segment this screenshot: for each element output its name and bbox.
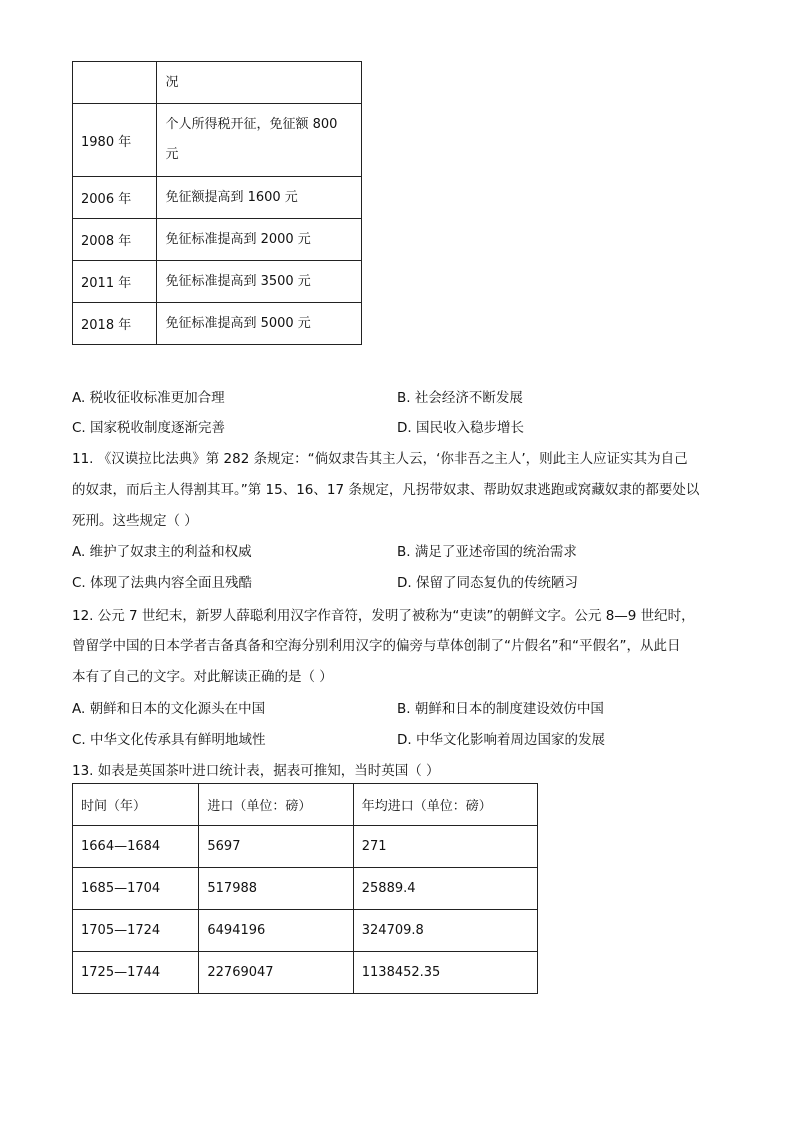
table-cell: 2006 年 xyxy=(73,177,157,219)
table-row xyxy=(73,910,538,952)
table-cell: 271 xyxy=(353,826,537,868)
table-cell: 况 xyxy=(157,62,362,104)
q12-option-d: D. 中华文化影响着周边国家的发展 xyxy=(397,732,605,748)
q11-option-b: B. 满足了亚述帝国的统治需求 xyxy=(397,544,577,560)
q10-option-b: B. 社会经济不断发展 xyxy=(397,390,523,406)
table-cell: 5697 xyxy=(199,826,353,868)
table-cell: 免征标准提高到 3500 元 xyxy=(157,261,362,303)
table-header-cell: 年均进口（单位：磅） xyxy=(353,784,537,826)
table-cell: 2011 年 xyxy=(73,261,157,303)
table-cell: 免征标准提高到 2000 元 xyxy=(157,219,362,261)
q10-option-a: A. 税收征收标准更加合理 xyxy=(72,390,225,406)
q12-stem-line3: 本有了自己的文字。对此解读正确的是（ ） xyxy=(72,669,333,685)
table-row xyxy=(73,62,362,104)
table-cell: 2018 年 xyxy=(73,303,157,345)
q10-option-d: D. 国民收入稳步增长 xyxy=(397,420,524,436)
table-cell: 1685—1704 xyxy=(73,868,199,910)
table-cell: 6494196 xyxy=(199,910,353,952)
table-header-cell: 进口（单位：磅） xyxy=(199,784,353,826)
q11-option-c: C. 体现了法典内容全面且残酷 xyxy=(72,575,253,591)
table-row xyxy=(73,261,362,303)
q12-option-a: A. 朝鲜和日本的文化源头在中国 xyxy=(72,701,266,717)
table-header-row xyxy=(73,784,538,826)
tea-import-table xyxy=(72,783,538,994)
table-cell: 免征标准提高到 5000 元 xyxy=(157,303,362,345)
table-row xyxy=(73,177,362,219)
table-cell: 324709.8 xyxy=(353,910,537,952)
table-cell: 1725—1744 xyxy=(73,952,199,994)
table-row xyxy=(73,104,362,177)
table-cell: 1980 年 xyxy=(73,104,157,177)
table-cell: 1705—1724 xyxy=(73,910,199,952)
q11-option-a: A. 维护了奴隶主的利益和权威 xyxy=(72,544,252,560)
table-cell: 1664—1684 xyxy=(73,826,199,868)
table-row xyxy=(73,303,362,345)
q10-option-c: C. 国家税收制度逐渐完善 xyxy=(72,420,226,436)
table-cell xyxy=(73,62,157,104)
q11-option-d: D. 保留了同态复仇的传统陋习 xyxy=(397,575,578,591)
q11-stem-line1: 11. 《汉谟拉比法典》第 282 条规定：“倘奴隶告其主人云，‘你非吾之主人’，则此主人应证实其为自己 xyxy=(72,451,688,467)
table-cell: 1138452.35 xyxy=(353,952,537,994)
table-header-cell: 时间（年） xyxy=(73,784,199,826)
q12-stem-line2: 曾留学中国的日本学者吉备真备和空海分别利用汉字的偏旁与草体创制了“片假名”和“平假名”，从此日 xyxy=(72,638,681,654)
table-row xyxy=(73,952,538,994)
table-row xyxy=(73,826,538,868)
table-cell: 22769047 xyxy=(199,952,353,994)
table-cell: 2008 年 xyxy=(73,219,157,261)
q11-stem-line3: 死刑。这些规定（ ） xyxy=(72,513,198,529)
table-cell: 免征额提高到 1600 元 xyxy=(157,177,362,219)
table-cell: 25889.4 xyxy=(353,868,537,910)
table-row xyxy=(73,868,538,910)
table-row xyxy=(73,219,362,261)
q12-stem-line1: 12. 公元 7 世纪末，新罗人薛聪利用汉字作音符，发明了被称为“吏读”的朝鲜文字。公元 8—9 世纪时， xyxy=(72,608,695,624)
q13-stem-line1: 13. 如表是英国茶叶进口统计表，据表可推知，当时英国（ ） xyxy=(72,763,440,779)
q12-option-c: C. 中华文化传承具有鲜明地域性 xyxy=(72,732,266,748)
q11-stem-line2: 的奴隶，而后主人得割其耳。”第 15、16、17 条规定，凡拐带奴隶、帮助奴隶逃跑或窝藏奴隶的都要处以 xyxy=(72,482,700,498)
table-cell: 517988 xyxy=(199,868,353,910)
table-cell: 个人所得税开征，免征额 800 元 xyxy=(157,104,362,177)
q12-option-b: B. 朝鲜和日本的制度建设效仿中国 xyxy=(397,701,604,717)
income-tax-table xyxy=(72,61,362,345)
